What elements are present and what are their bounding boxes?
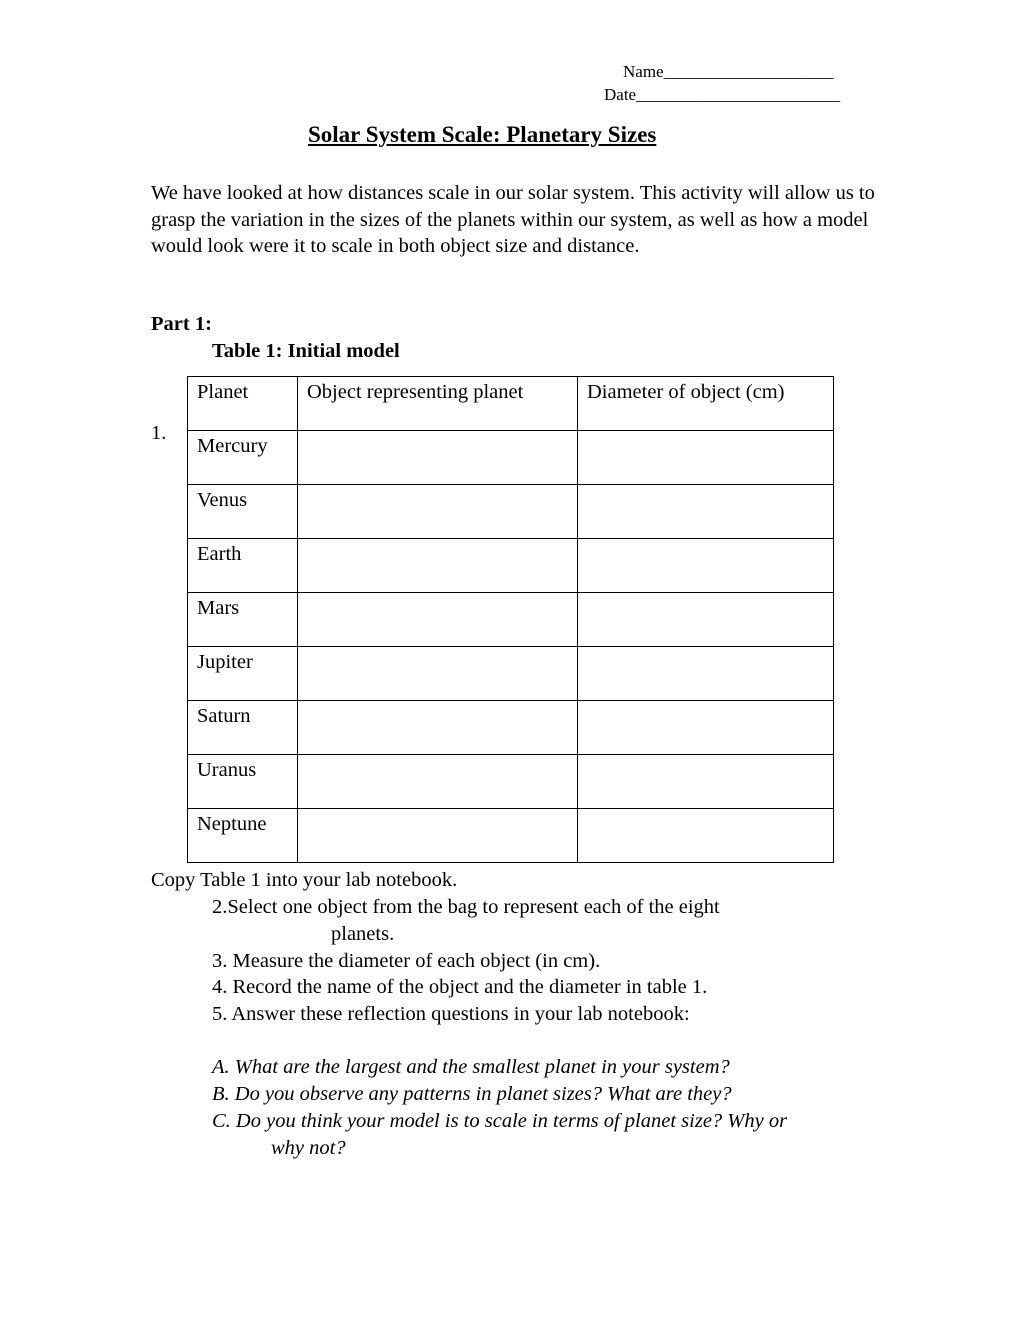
planet-cell: Mars: [188, 593, 298, 647]
object-cell: [298, 539, 578, 593]
table-row: [188, 431, 834, 485]
planet-cell: Earth: [188, 539, 298, 593]
step3: 3. Measure the diameter of each object (in cm).: [212, 950, 601, 972]
copy-instruction: Copy Table 1 into your lab notebook.: [151, 869, 458, 891]
column-header-planet: Planet: [188, 377, 298, 431]
part1-heading: Part 1:: [151, 313, 212, 335]
column-header-object: Object representing planet: [298, 377, 578, 431]
table-row: [188, 755, 834, 809]
question-c-line1: C. Do you think your model is to scale in terms of planet size? Why or: [212, 1110, 788, 1132]
planet-table: [187, 376, 834, 863]
object-cell: [298, 485, 578, 539]
table-row: [188, 539, 834, 593]
planet-cell: Jupiter: [188, 647, 298, 701]
object-cell: [298, 755, 578, 809]
table-row: [188, 485, 834, 539]
diameter-cell: [578, 593, 834, 647]
name-field-label: Name____________________: [623, 62, 834, 81]
step1-label: 1.: [151, 422, 167, 444]
page-title: Solar System Scale: Planetary Sizes: [308, 122, 657, 147]
step4: 4. Record the name of the object and the diameter in table 1.: [212, 976, 708, 998]
planet-cell: Neptune: [188, 809, 298, 863]
question-b: B. Do you observe any patterns in planet sizes? What are they?: [212, 1083, 732, 1105]
object-cell: [298, 701, 578, 755]
table-row: [188, 809, 834, 863]
diameter-cell: [578, 755, 834, 809]
object-cell: [298, 593, 578, 647]
planet-cell: Saturn: [188, 701, 298, 755]
diameter-cell: [578, 701, 834, 755]
question-a: A. What are the largest and the smallest planet in your system?: [212, 1056, 730, 1078]
diameter-cell: [578, 809, 834, 863]
table-header-row: [188, 377, 834, 431]
step5: 5. Answer these reflection questions in your lab notebook:: [212, 1003, 690, 1025]
table-caption: Table 1: Initial model: [212, 340, 400, 362]
planet-cell: Uranus: [188, 755, 298, 809]
planet-cell: Mercury: [188, 431, 298, 485]
table-row: [188, 647, 834, 701]
date-field-label: Date________________________: [604, 85, 841, 104]
object-cell: [298, 431, 578, 485]
column-header-diameter: Diameter of object (cm): [578, 377, 834, 431]
question-c-line2: why not?: [271, 1137, 346, 1159]
intro-paragraph: We have looked at how distances scale in our solar system. This activity will allow us to grasp the variation in the sizes of the planets within our system, as well as how a model would look were it to scale in both object size and distance.: [151, 182, 875, 257]
object-cell: [298, 809, 578, 863]
diameter-cell: [578, 539, 834, 593]
step2-line1: 2.Select one object from the bag to represent each of the eight: [212, 896, 720, 918]
diameter-cell: [578, 431, 834, 485]
table-row: [188, 701, 834, 755]
diameter-cell: [578, 647, 834, 701]
step2-line2: planets.: [331, 923, 395, 945]
planet-cell: Venus: [188, 485, 298, 539]
diameter-cell: [578, 485, 834, 539]
table-row: [188, 593, 834, 647]
object-cell: [298, 647, 578, 701]
